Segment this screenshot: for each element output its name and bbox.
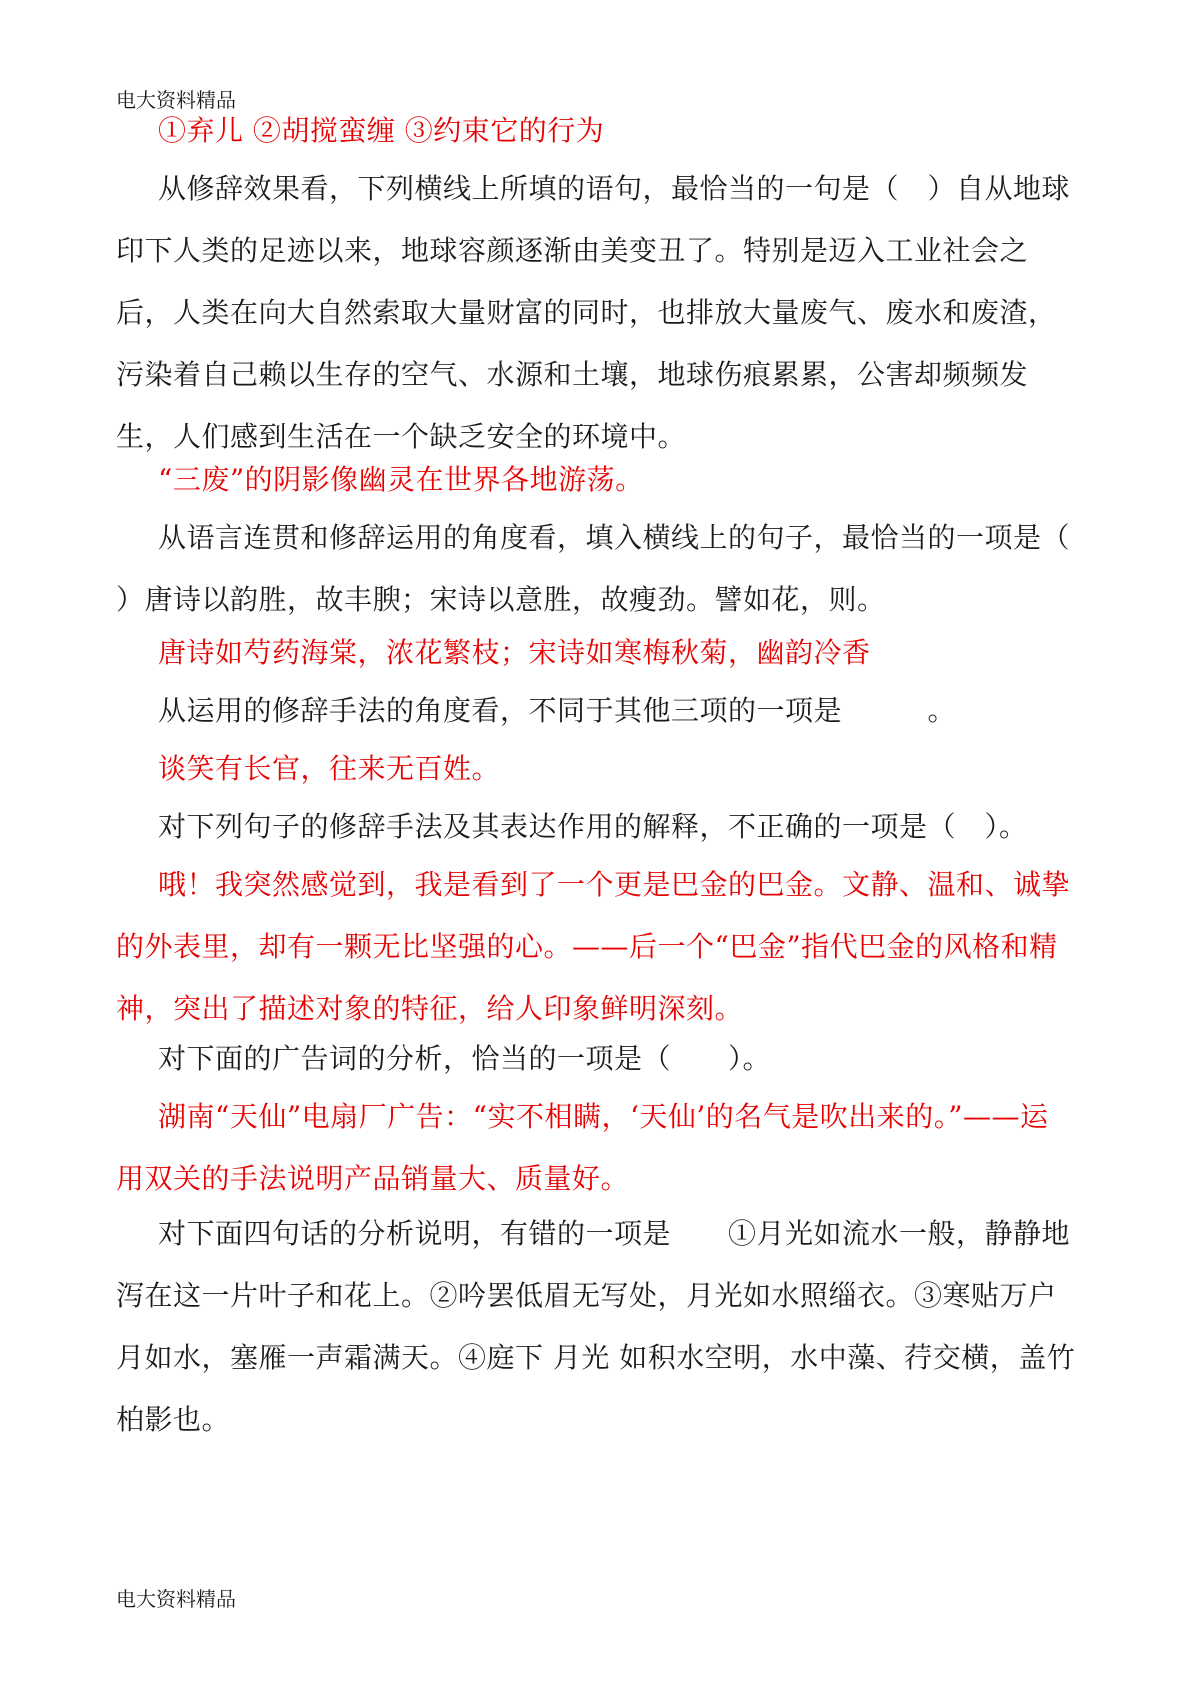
question-paragraph-3: 从运用的修辞手法的角度看，不同于其他三项的一项是 。: [158, 694, 957, 727]
answer-paragraph-6: 湖南“天仙”电扇厂广告：“实不相瞒，‘天仙’的名气是吹出来的。”——运用双关的手法说明产品销量大、质量好。: [116, 1100, 1049, 1195]
question-paragraph-5: 对下面的广告词的分析，恰当的一项是（ ）。: [158, 1042, 772, 1075]
page-header: 电大资料精品: [116, 88, 236, 112]
answer-paragraph-3: 唐诗如芍药海棠，浓花繁枝；宋诗如寒梅秋菊，幽韵冷香: [158, 636, 871, 669]
answer-paragraph-1: ①弃儿 ②胡搅蛮缠 ③约束它的行为: [158, 114, 605, 147]
question-paragraph-1: 从修辞效果看，下列横线上所填的语句，最恰当的一句是（ ）自从地球印下人类的足迹以来，地球容颜逐渐由美变丑了。特别是迈入工业社会之后，人类在向大自然索取大量财富的同时，也排放大量废气、废水和废渣，污染着自己赖以生存的空气、水源和土壤，地球伤痕累累，公害却频频发生，人们感到生活在一个缺乏安全的环境中。: [116, 172, 1071, 453]
answer-paragraph-5: 哦！我突然感觉到，我是看到了一个更是巴金的巴金。文静、温和、诚挚的外表里，却有一颗无比坚强的心。——后一个“巴金”指代巴金的风格和精神，突出了描述对象的特征，给人印象鲜明深刻。: [116, 868, 1071, 1025]
answer-paragraph-4: 谈笑有长官，往来无百姓。: [158, 752, 501, 785]
answer-paragraph-2: “三废”的阴影像幽灵在世界各地游荡。: [158, 463, 644, 496]
question-paragraph-4: 对下列句子的修辞手法及其表达作用的解释，不正确的一项是（ ）。: [158, 810, 1028, 843]
question-paragraph-6: 对下面四句话的分析说明，有错的一项是 ①月光如流水一般，静静地泻在这一片叶子和花上。②吟罢低眉无写处，月光如水照缁衣。③寒贴万户月如水，塞雁一声霜满天。④庭下 月光 如积水空明，水中藻、荇交横，盖竹柏影也。: [116, 1217, 1076, 1436]
question-paragraph-2: 从语言连贯和修辞运用的角度看，填入横线上的句子，最恰当的一项是（ ）唐诗以韵胜，故丰腴；宋诗以意胜，故瘦劲。譬如花，则。: [116, 521, 1071, 616]
page-footer: 电大资料精品: [116, 1587, 236, 1611]
